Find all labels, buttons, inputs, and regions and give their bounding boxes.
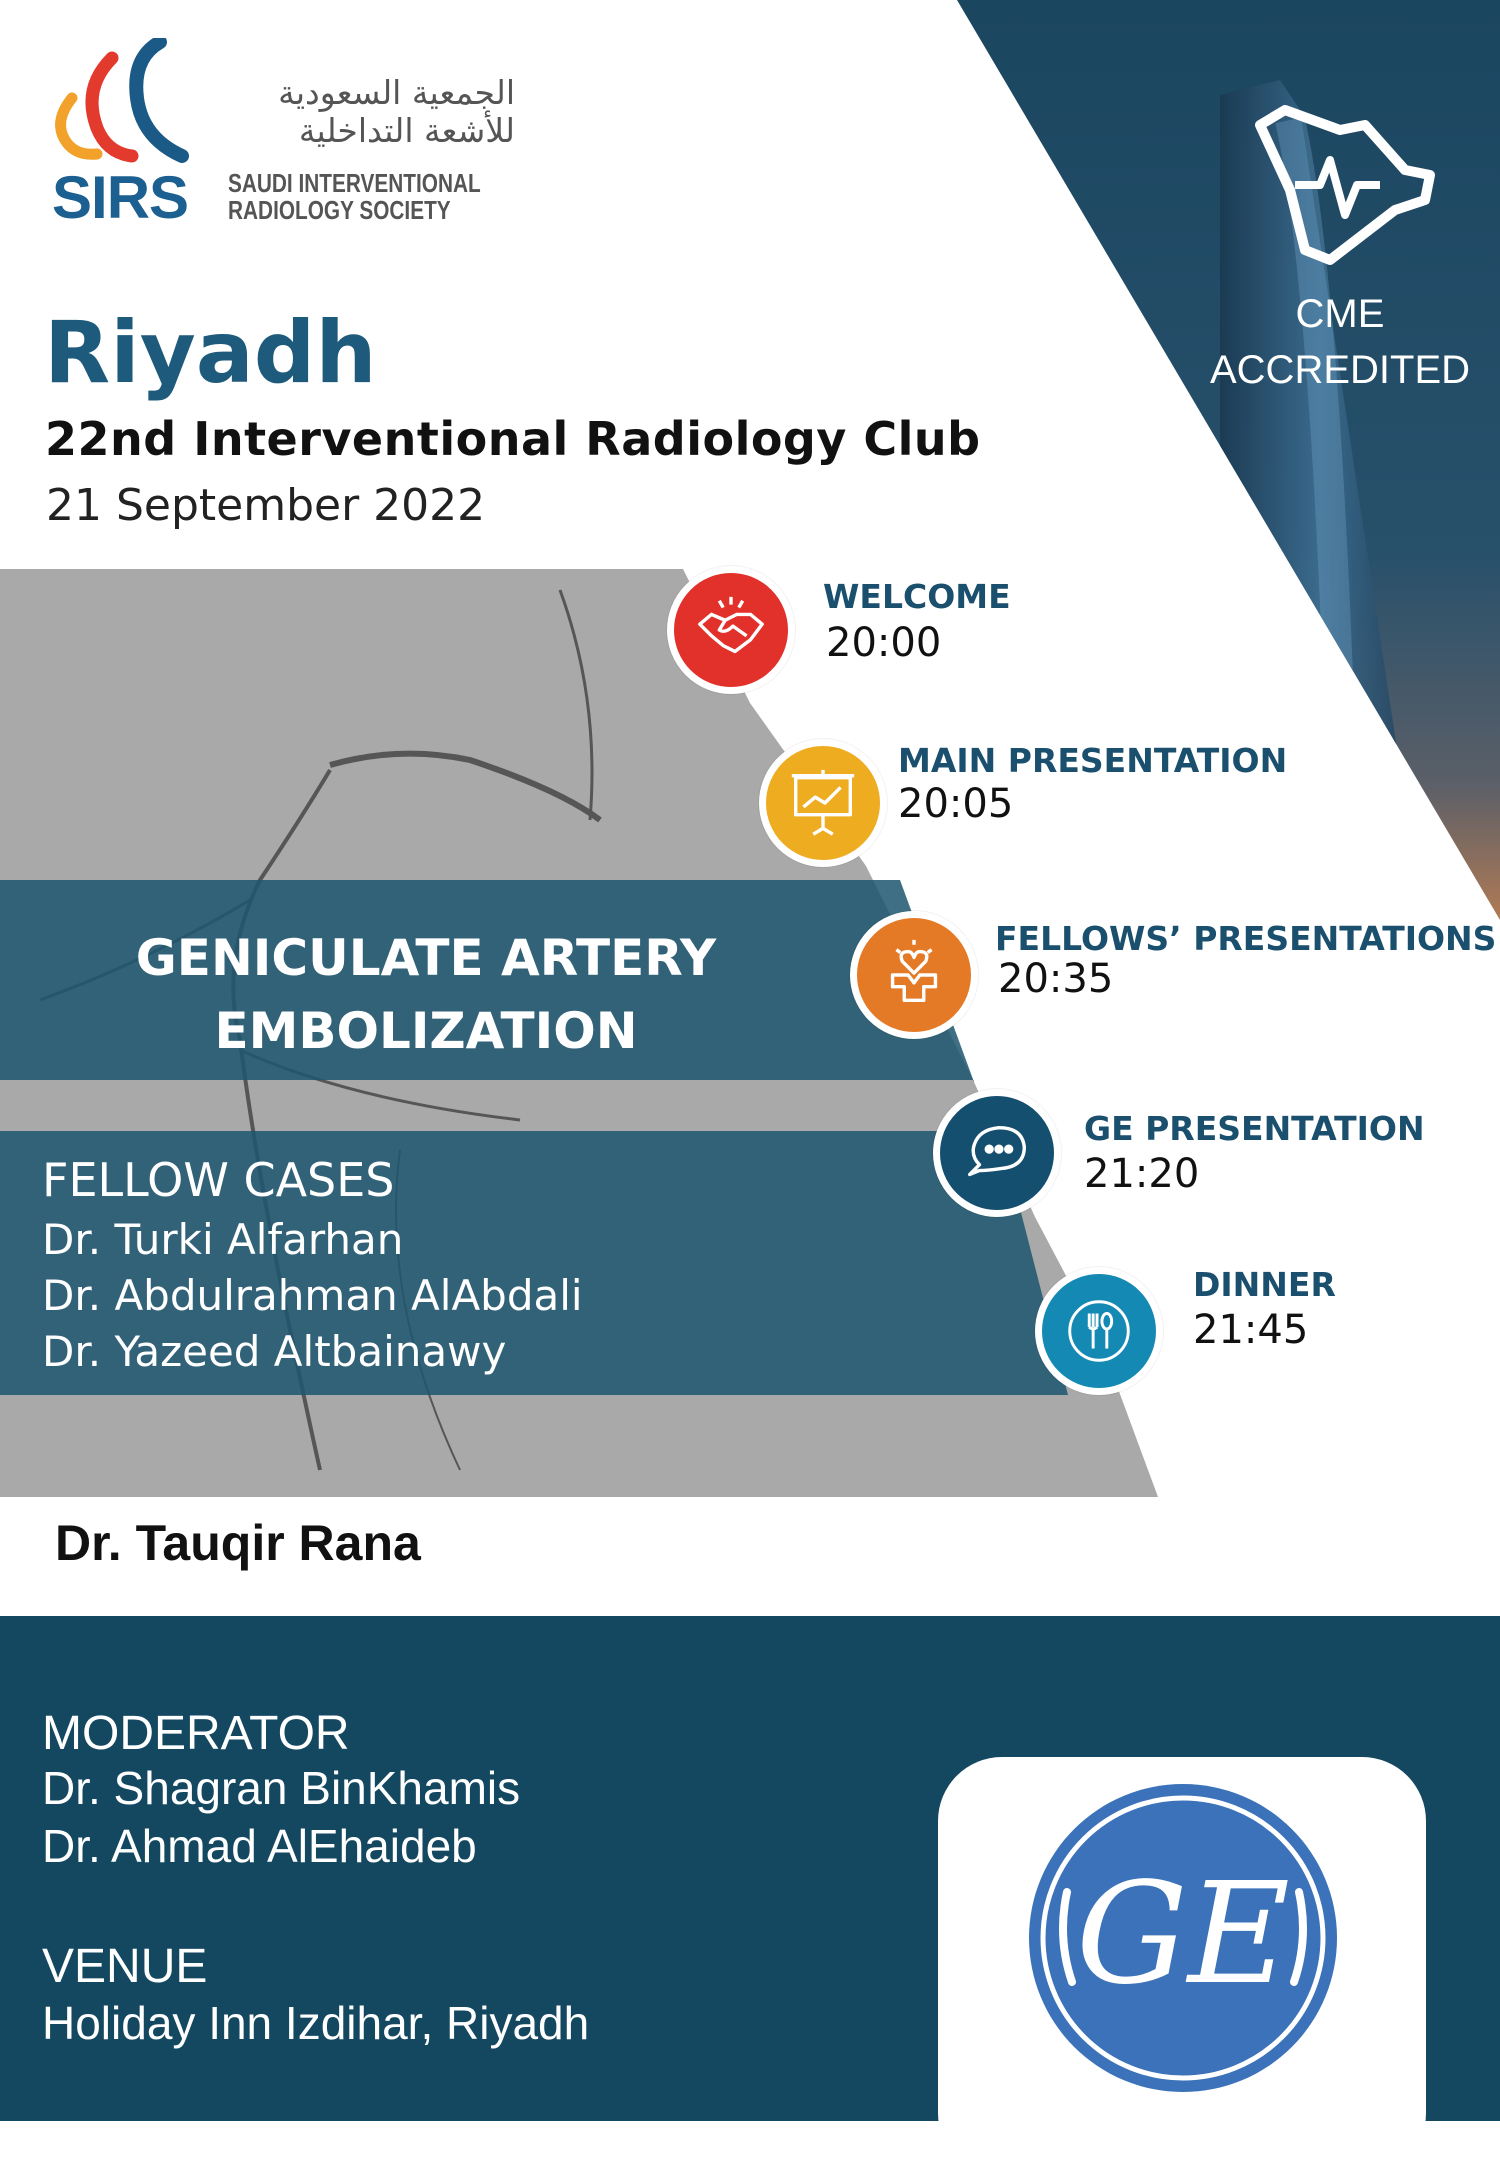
moderator-heading: MODERATOR	[42, 1707, 350, 1760]
saudi-map-heartbeat-icon	[1245, 100, 1440, 270]
fellow-cases-heading: FELLOW CASES	[42, 1153, 395, 1207]
ge-logo	[1027, 1782, 1339, 2094]
presentation-board-icon	[759, 739, 887, 867]
cme-label: CME	[1295, 292, 1385, 336]
fellow-name: Dr. Yazeed Altbainawy	[42, 1327, 507, 1376]
topic-title	[0, 922, 852, 1067]
topic-line-2: EMBOLIZATION	[214, 1001, 638, 1060]
city-title: Riyadh	[44, 303, 377, 403]
schedule-time: 20:05	[898, 781, 1014, 827]
event-date: 21 September 2022	[46, 480, 486, 531]
schedule-time: 20:00	[826, 620, 942, 666]
fellow-name: Dr. Turki Alfarhan	[42, 1215, 404, 1264]
english-name	[228, 170, 481, 225]
accredited-label: ACCREDITED	[1209, 348, 1471, 392]
arabic-name	[228, 74, 515, 150]
schedule-label: WELCOME	[823, 577, 1011, 616]
schedule-time: 21:45	[1193, 1307, 1309, 1353]
chat-bubble-icon	[933, 1089, 1061, 1217]
ge-logo-card	[938, 1757, 1426, 2177]
schedule-time: 20:35	[998, 956, 1114, 1002]
speaker-name: Dr. Tauqir Rana	[55, 1515, 421, 1571]
arabic-line-1: الجمعية السعودية	[278, 73, 515, 112]
arabic-line-2: للأشعة التداخلية	[298, 110, 515, 150]
sirs-swoosh-icon	[42, 38, 202, 163]
english-line-1: SAUDI INTERVENTIONAL	[228, 168, 481, 198]
venue-name: Holiday Inn Izdihar, Riyadh	[42, 1997, 590, 2049]
handshake-icon	[667, 566, 795, 694]
venue-heading: VENUE	[42, 1940, 208, 1993]
event-title: 22nd Interventional Radiology Club	[45, 412, 981, 466]
english-line-2: RADIOLOGY SOCIETY	[228, 195, 451, 226]
sirs-acronym-text: SIRS	[52, 164, 189, 231]
schedule-label: DINNER	[1193, 1265, 1336, 1304]
schedule-label: GE PRESENTATION	[1084, 1109, 1425, 1148]
ge-logo-text: GE	[1075, 1853, 1291, 2016]
heart-hands-icon	[850, 911, 978, 1039]
schedule-label: MAIN PRESENTATION	[898, 741, 1288, 780]
fellow-name: Dr. Abdulrahman AlAbdali	[42, 1271, 583, 1320]
moderator-name: Dr. Ahmad AlEhaideb	[42, 1820, 477, 1872]
plate-cutlery-icon	[1035, 1267, 1163, 1395]
topic-line-1: GENICULATE ARTERY	[135, 929, 717, 987]
moderator-name: Dr. Shagran BinKhamis	[42, 1762, 521, 1814]
schedule-time: 21:20	[1084, 1151, 1200, 1197]
sirs-acronym	[52, 164, 189, 231]
schedule-label: FELLOWS’ PRESENTATIONS	[995, 919, 1497, 958]
